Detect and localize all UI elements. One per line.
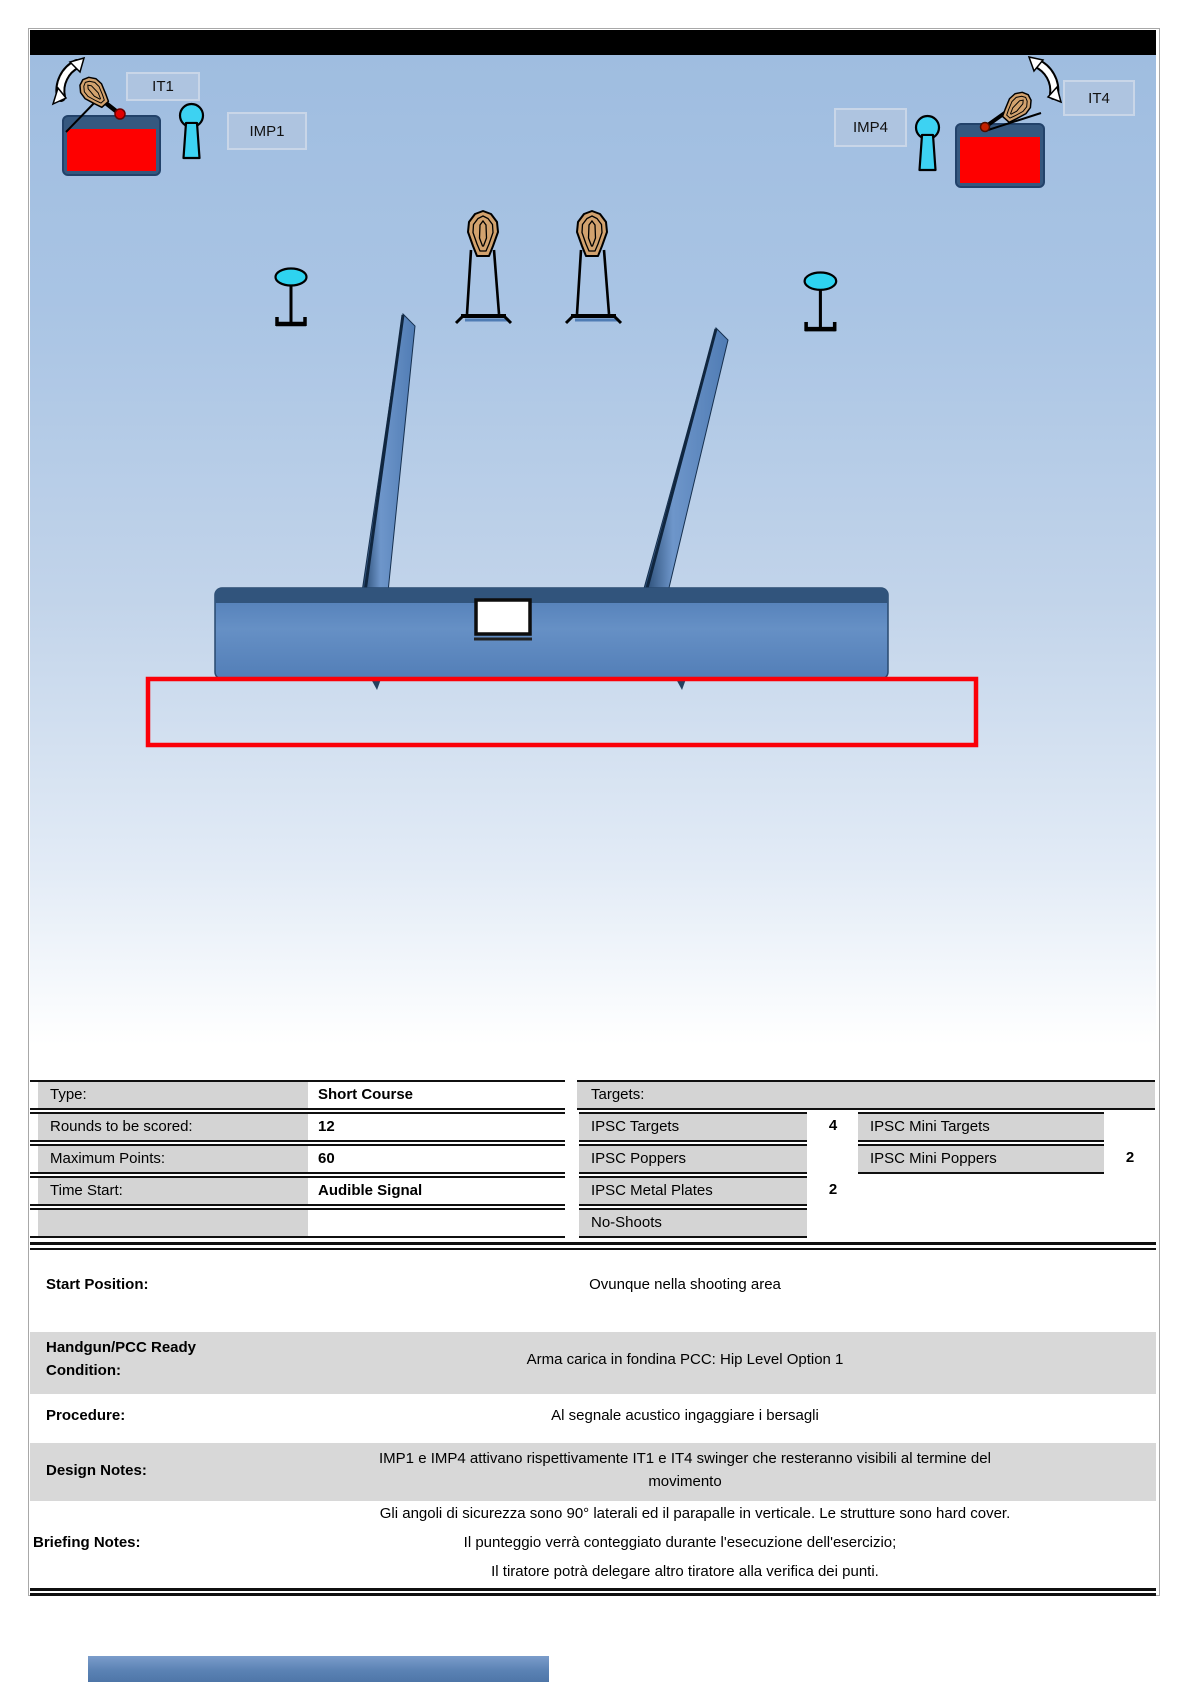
- mini-target-stand-1: [456, 211, 511, 323]
- table-label-type: Type:: [38, 1082, 308, 1108]
- value-ipsc-poppers: [810, 1144, 856, 1174]
- briefing-line3: Il tiratore potrà delegare altro tiratore alla verifica dei punti.: [491, 1563, 879, 1580]
- table-label-rounds: Rounds to be scored:: [38, 1114, 308, 1140]
- table-value-type: Short Course: [318, 1086, 414, 1103]
- procedure-value: Al segnale acustico ingaggiare i bersagli: [551, 1407, 819, 1424]
- divider-line: [30, 1242, 1156, 1245]
- footer-bar: [88, 1656, 549, 1682]
- label-imp4: [834, 108, 907, 147]
- briefing-line2: Il punteggio verrà conteggiato durante l'esecuzione dell'esercizio;: [463, 1534, 897, 1551]
- swinger-pivot: [981, 123, 990, 132]
- label-imp1-text: IMP1: [249, 122, 285, 140]
- rotation-arrow-icon: [53, 58, 84, 104]
- mini-target-stand-2: [566, 211, 621, 323]
- cell-ipsc-poppers: IPSC Poppers: [579, 1144, 807, 1174]
- cell-ipsc-mini-poppers: IPSC Mini Poppers: [858, 1144, 1104, 1174]
- table-label-time-start: Time Start:: [38, 1178, 308, 1204]
- cell-ipsc-metal-plates: IPSC Metal Plates: [579, 1176, 807, 1206]
- divider-line: [30, 1593, 1156, 1596]
- metal-plate-left: [276, 269, 307, 327]
- front-wall: [215, 588, 888, 690]
- swinger-it4: [981, 57, 1062, 132]
- table-value-max-points: 60: [318, 1150, 335, 1167]
- rotation-arrow-icon: [1029, 57, 1061, 102]
- metal-plate-right: [805, 273, 837, 332]
- value-ipsc-targets: 4: [828, 1117, 838, 1134]
- table-row: [30, 1208, 565, 1238]
- divider-line: [30, 1588, 1156, 1591]
- design-notes-value-line1: IMP1 e IMP4 attivano rispettivamente IT1 e IT4 swinger che resteranno visibili al termine del: [379, 1450, 991, 1467]
- cell-ipsc-mini-targets: IPSC Mini Targets: [858, 1112, 1104, 1142]
- label-it1-text: IT1: [152, 78, 174, 95]
- value-ipsc-mini-targets: [1106, 1112, 1154, 1142]
- briefing-notes-label: Briefing Notes:: [33, 1534, 141, 1551]
- wall-right: [643, 328, 728, 592]
- label-imp1: [227, 112, 307, 150]
- hardcover-box-left: [63, 116, 160, 175]
- table-row: [30, 1112, 565, 1142]
- ready-condition-label-line1: Handgun/PCC Ready: [46, 1339, 197, 1356]
- label-it4: [1063, 80, 1135, 116]
- label-it1: [126, 72, 200, 101]
- cell-no-shoots: No-Shoots: [579, 1208, 807, 1238]
- briefing-line1: Gli angoli di sicurezza sono 90° laterali ed il parapalle in verticale. Le strutture sono hard cover.: [379, 1505, 1011, 1522]
- view-port-window: [474, 600, 532, 639]
- start-position-value: Ovunque nella shooting area: [589, 1276, 781, 1293]
- table-value-rounds: 12: [318, 1118, 335, 1135]
- table-value-time-start: Audible Signal: [318, 1182, 423, 1199]
- design-notes-value-line2: movimento: [648, 1473, 722, 1490]
- table-row: [30, 1176, 565, 1206]
- swinger-pivot: [115, 109, 125, 119]
- label-imp4-text: IMP4: [852, 119, 888, 136]
- procedure-label: Procedure:: [46, 1407, 126, 1424]
- ready-condition-value: Arma carica in fondina PCC: Hip Level Option 1: [526, 1351, 844, 1368]
- shooting-area-outline: [148, 679, 976, 745]
- value-ipsc-metal-plates: 2: [828, 1181, 838, 1198]
- table-label-max-points: Maximum Points:: [38, 1146, 308, 1172]
- table-label-empty: [38, 1210, 308, 1236]
- hardcover-box-right: [956, 124, 1044, 187]
- table-value-empty: [310, 1210, 560, 1236]
- popper-imp4: [916, 116, 939, 170]
- design-notes-label: Design Notes:: [46, 1462, 147, 1479]
- targets-header-cell: Targets:: [577, 1080, 1155, 1110]
- divider-line: [30, 1248, 1156, 1250]
- table-row: [30, 1080, 565, 1110]
- value-no-shoots: [810, 1208, 856, 1238]
- label-it4-text: IT4: [1088, 89, 1110, 107]
- cell-ipsc-targets: IPSC Targets: [579, 1112, 807, 1142]
- value-ipsc-mini-poppers: 2: [1125, 1149, 1135, 1166]
- wall-left: [362, 314, 415, 592]
- popper-imp1: [180, 104, 203, 158]
- ready-condition-label-line2: Condition:: [46, 1362, 121, 1379]
- table-row: [30, 1144, 565, 1174]
- start-position-label: Start Position:: [46, 1276, 149, 1293]
